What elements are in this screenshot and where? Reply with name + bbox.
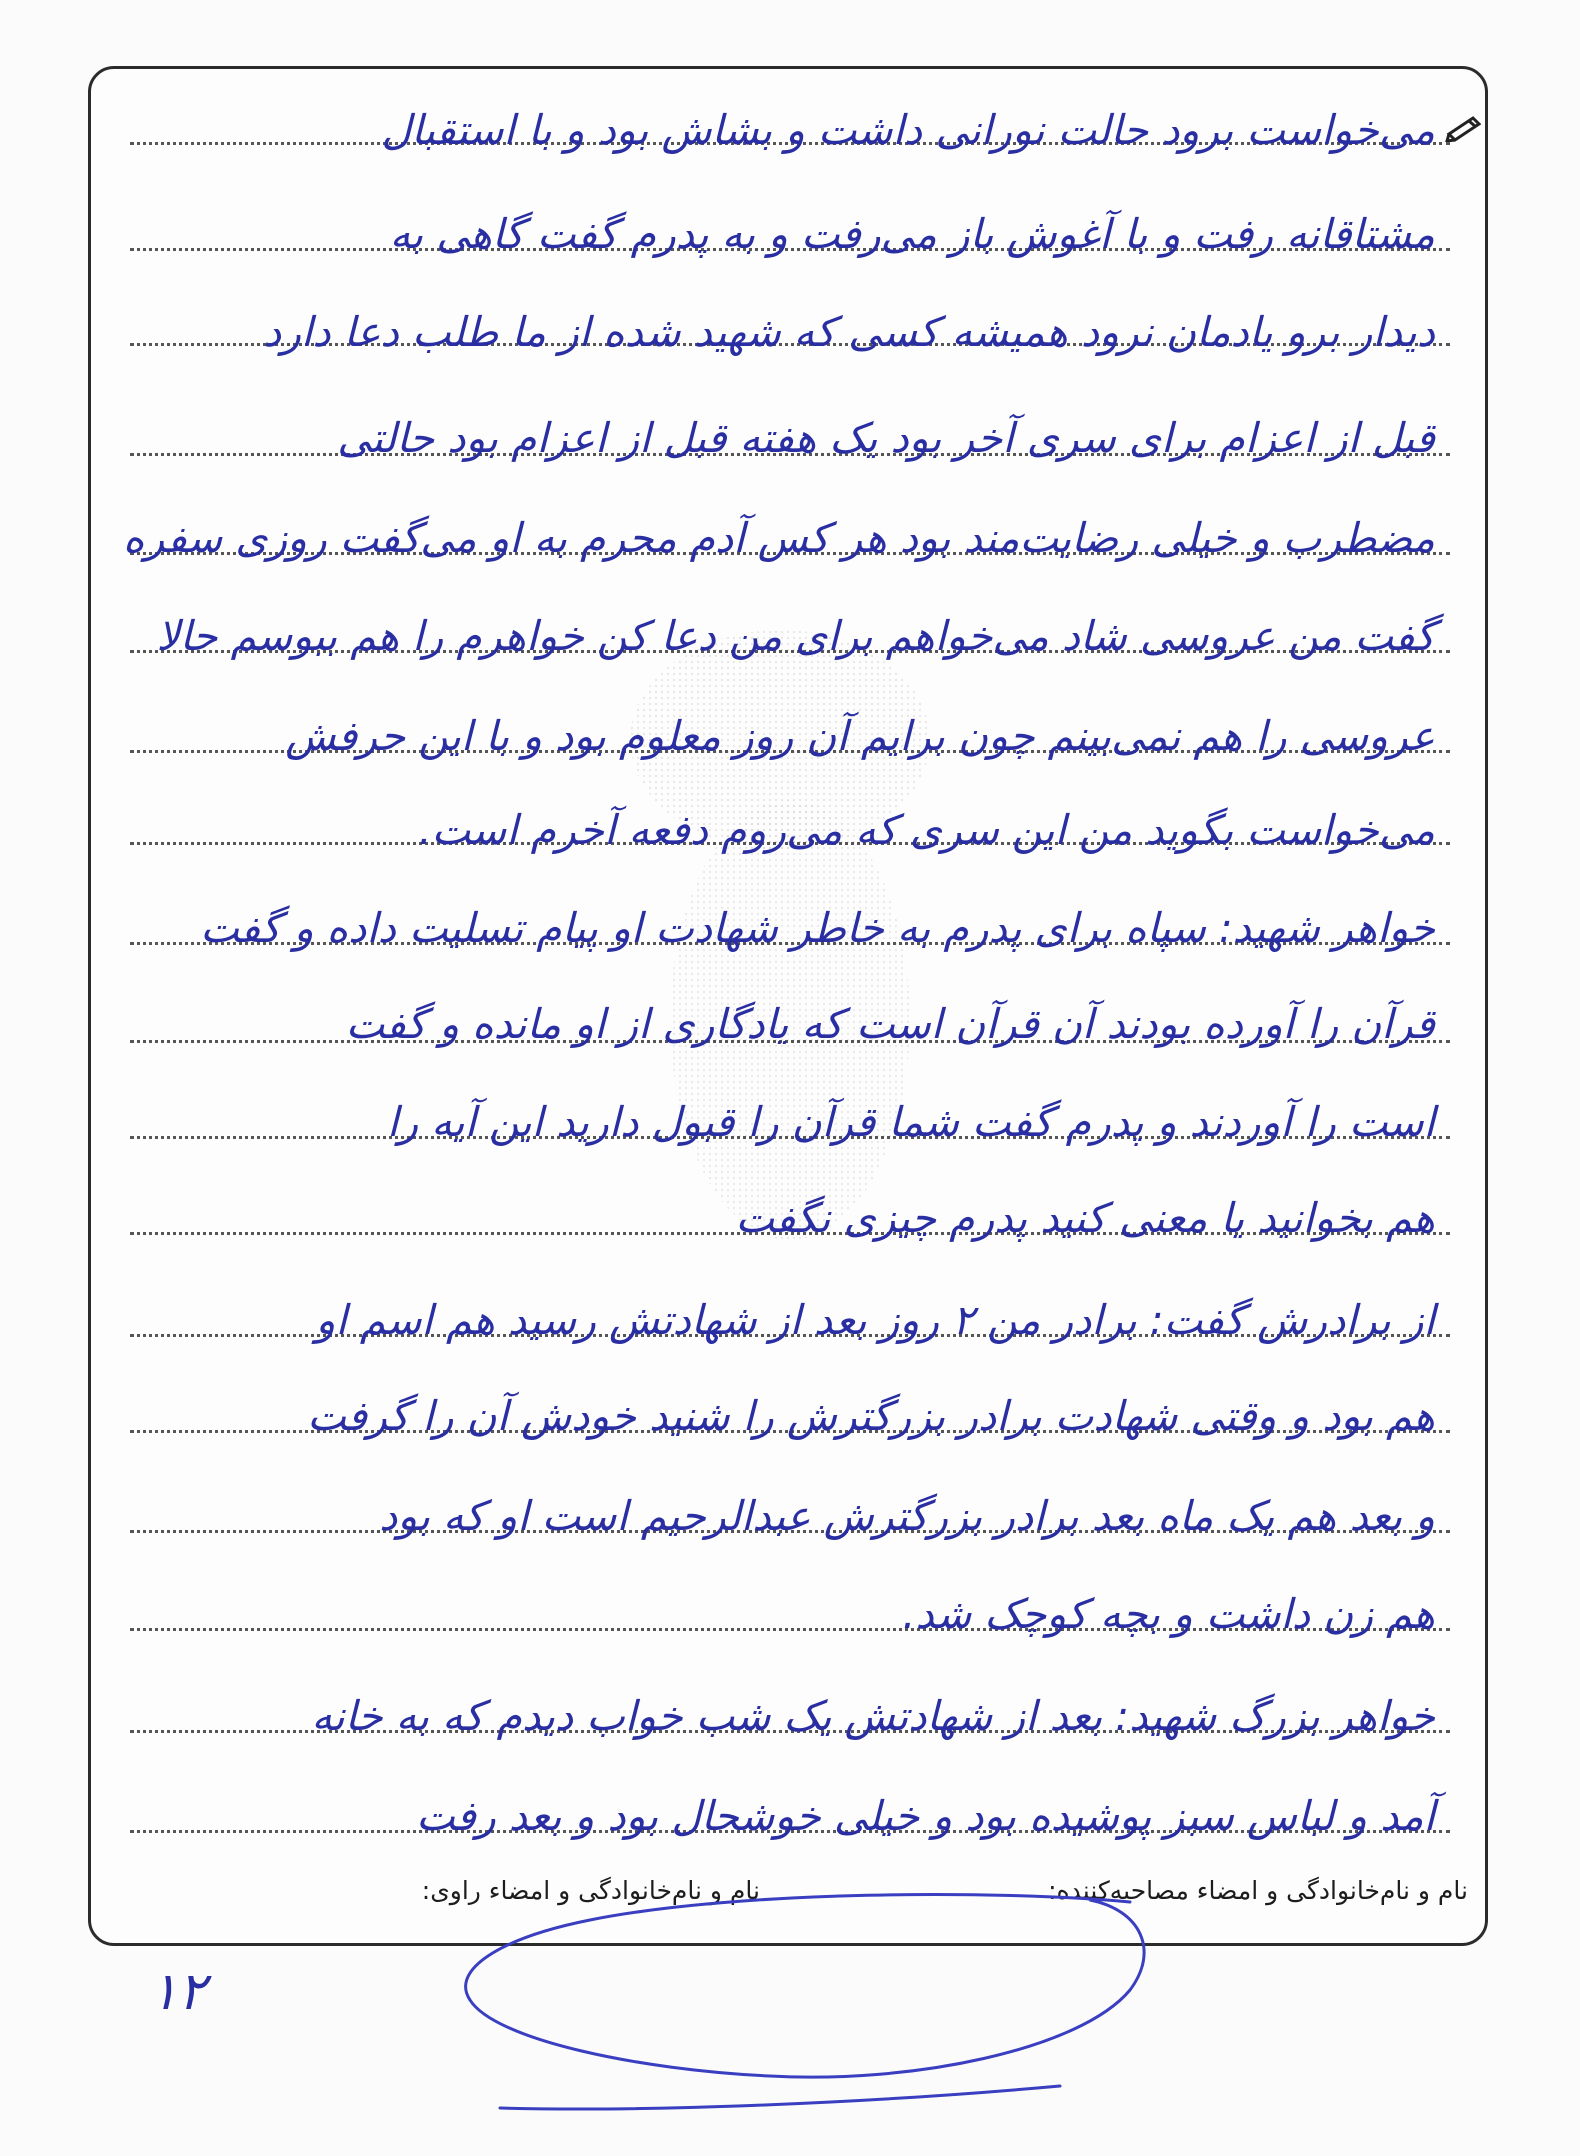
handwritten-line: هم بخوانید یا معنی کنید پدرم چیزی نگفت <box>735 1194 1435 1242</box>
pen-icon <box>1445 112 1485 142</box>
page-number: ۱۲ <box>150 1962 206 2022</box>
handwritten-line: خواهر شهید: سپاه برای پدرم به خاطر شهادت او پیام تسلیت داده و گفت <box>200 904 1435 952</box>
handwritten-line: از برادرش گفت: برادر من ۲ روز بعد از شهادتش رسید هم اسم او <box>315 1296 1435 1344</box>
handwritten-line: و بعد هم یک ماه بعد برادر بزرگترش عبدالرحیم است او که بود <box>379 1492 1435 1540</box>
handwritten-line: می‌خواست برود حالت نورانی داشت و بشاش بود و با استقبال <box>381 106 1435 154</box>
handwritten-line: هم بود و وقتی شهادت برادر بزرگترش را شنید خودش آن را گرفت <box>307 1392 1435 1440</box>
handwritten-line: مضطرب و خیلی رضایت‌مند بود هر کس آدم محرم به او می‌گفت روزی سفره <box>123 514 1435 562</box>
interviewer-signature-label: نام و نام‌خانوادگی و امضاء مصاحبه‌کننده: <box>1048 1876 1468 1905</box>
narrator-signature-label: نام و نام‌خانوادگی و امضاء راوی: <box>421 1876 760 1905</box>
handwritten-line: گفت من عروسی شاد می‌خواهم برای من دعا کن خواهرم را هم ببوسم حالا <box>156 612 1435 660</box>
handwritten-line: قرآن را آورده بودند آن قرآن است که یادگاری از او مانده و گفت <box>345 1000 1435 1048</box>
signature-scribble <box>440 1880 1160 2140</box>
handwritten-line: می‌خواست بگوید من این سری که می‌روم دفعه آخرم است. <box>418 806 1435 854</box>
handwritten-line: خواهر بزرگ شهید: بعد از شهادتش یک شب خواب دیدم که به خانه <box>311 1692 1435 1740</box>
handwritten-line: عروسی را هم نمی‌بینم چون برایم آن روز معلوم بود و با این حرفش <box>285 712 1435 760</box>
handwritten-line: آمد و لباس سبز پوشیده بود و خیلی خوشحال بود و بعد رفت <box>416 1792 1435 1840</box>
handwritten-line: هم زن داشت و بچه کوچک شد. <box>902 1590 1435 1638</box>
handwritten-line: دیدار برو یادمان نرود همیشه کسی که شهید شده از ما طلب دعا دارد <box>262 308 1435 356</box>
handwritten-line: مشتاقانه رفت و با آغوش باز می‌رفت و به پدرم گفت گاهی به <box>389 210 1435 258</box>
handwritten-line: است را آوردند و پدرم گفت شما قرآن را قبول دارید این آیه را <box>386 1098 1435 1146</box>
handwritten-line: قبل از اعزام برای سری آخر بود یک هفته قبل از اعزام بود حالتی <box>337 414 1435 462</box>
